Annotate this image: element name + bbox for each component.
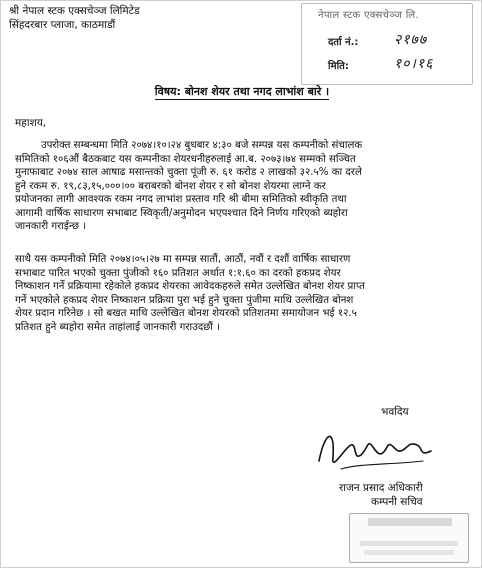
org-name: श्री नेपाल स्टक एक्सचेञ्ज लिमिटेड: [9, 5, 140, 17]
paragraph-line: गर्ने भएकोले हकप्रद शेयर निष्काशन प्रक्रिया पुरा भई हुने चुक्ता पुंजीमा माथि उल्लेखित बोनश: [15, 294, 354, 306]
subject-line: [1, 84, 482, 99]
paragraph-line: जानकारी गराईन्छ ।: [15, 221, 87, 232]
office-seal: [349, 513, 469, 563]
paragraph-line: सभाबाट पारित भएको चुक्ता पुंजीको १६० प्रतिशत अर्थात १:१.६० का दरको हकप्रद शेयर: [15, 267, 341, 279]
paragraph-line: उपरोक्त सम्बन्धमा मिति २०७४।१०।२४ बुधबार ४:३० बजे सम्पन्न यस कम्पनीको संचालक: [41, 140, 363, 151]
seal-band: [360, 541, 458, 546]
paragraph-line: निष्काशन गर्ने प्रक्रियामा रहेकोले हकप्रद शेयरका आवेदकहरुले समेत उल्लेखित बोनश शेयर प्राप्त: [15, 281, 365, 292]
seal-band: [364, 550, 454, 555]
paragraph-line: आगामी वार्षिक साधारण सभाबाट स्विकृती/अनुमोदन भएपश्चात दिने निर्णय गरिएको ब्यहोरा: [15, 207, 348, 219]
signatory-title: कम्पनी सचिव: [371, 496, 423, 508]
org-address: सिंहदरबार प्लाजा, काठमाडौं: [9, 19, 116, 31]
signature: [311, 417, 441, 479]
paragraph-2: [15, 253, 471, 334]
registration-stamp: [301, 3, 473, 85]
paragraph-line: शेयर प्रदान गरिनेछ । सो बखत माथि उल्लेखित बोनश शेयरको प्रतिशतमा समायोजन भई १२.५: [15, 308, 357, 319]
seal-band: [368, 518, 452, 526]
stamp-org-name: नेपाल स्टक एक्सचेञ्ज लि.: [318, 10, 419, 21]
salutation: महाशय,: [15, 117, 47, 129]
subject-text: विषय: बोनश शेयर तथा नगद लाभांश बारे ।: [154, 85, 330, 98]
miti-label: मिति:: [328, 61, 349, 72]
paragraph-line: मुनाफाबाट २०७४ साल आषाढ मसान्तको चुक्ता पूंजी रु. ६१ करोड २ लाखको ३२.५% का दरले: [15, 167, 362, 178]
signature-scribble-icon: [311, 417, 441, 479]
darta-value: २१७७: [394, 32, 428, 48]
paragraph-line: हुने रकम रु. १९,८३,१५,०००।०० बराबरको बोनश शेयर र सो बोनश शेयरमा लाग्ने कर: [15, 180, 326, 192]
paragraph-line: साथै यस कम्पनीको मिति २०७४।०५।२७ मा सम्पन्न सातौं, आठौं, नवौं र दशौं वार्षिक साधारण: [15, 254, 351, 265]
miti-value: १०।१६: [394, 56, 434, 72]
darta-label: दर्ता नं.:: [328, 37, 359, 48]
paragraph-line: प्रयोजनका लागी आवश्यक रकम नगद लाभांश प्रस्ताव गरि श्री बीमा समितिको स्वीकृति तथा: [15, 194, 347, 205]
paragraph-1: [15, 139, 471, 234]
signatory-name: राजन प्रसाद अधिकारी: [339, 482, 423, 494]
paragraph-line: समितिको १०६औं बैठकबाट यस कम्पनीका शेयरधनीहरुलाई आ.ब. २०७३।७४ सम्मको सञ्चित: [15, 153, 356, 165]
closing: भवदिय: [381, 406, 409, 418]
paragraph-line: प्रतिशत हुने ब्यहोरा समेत ताहांलाई जानकारी गराउदछौं ।: [15, 321, 221, 333]
